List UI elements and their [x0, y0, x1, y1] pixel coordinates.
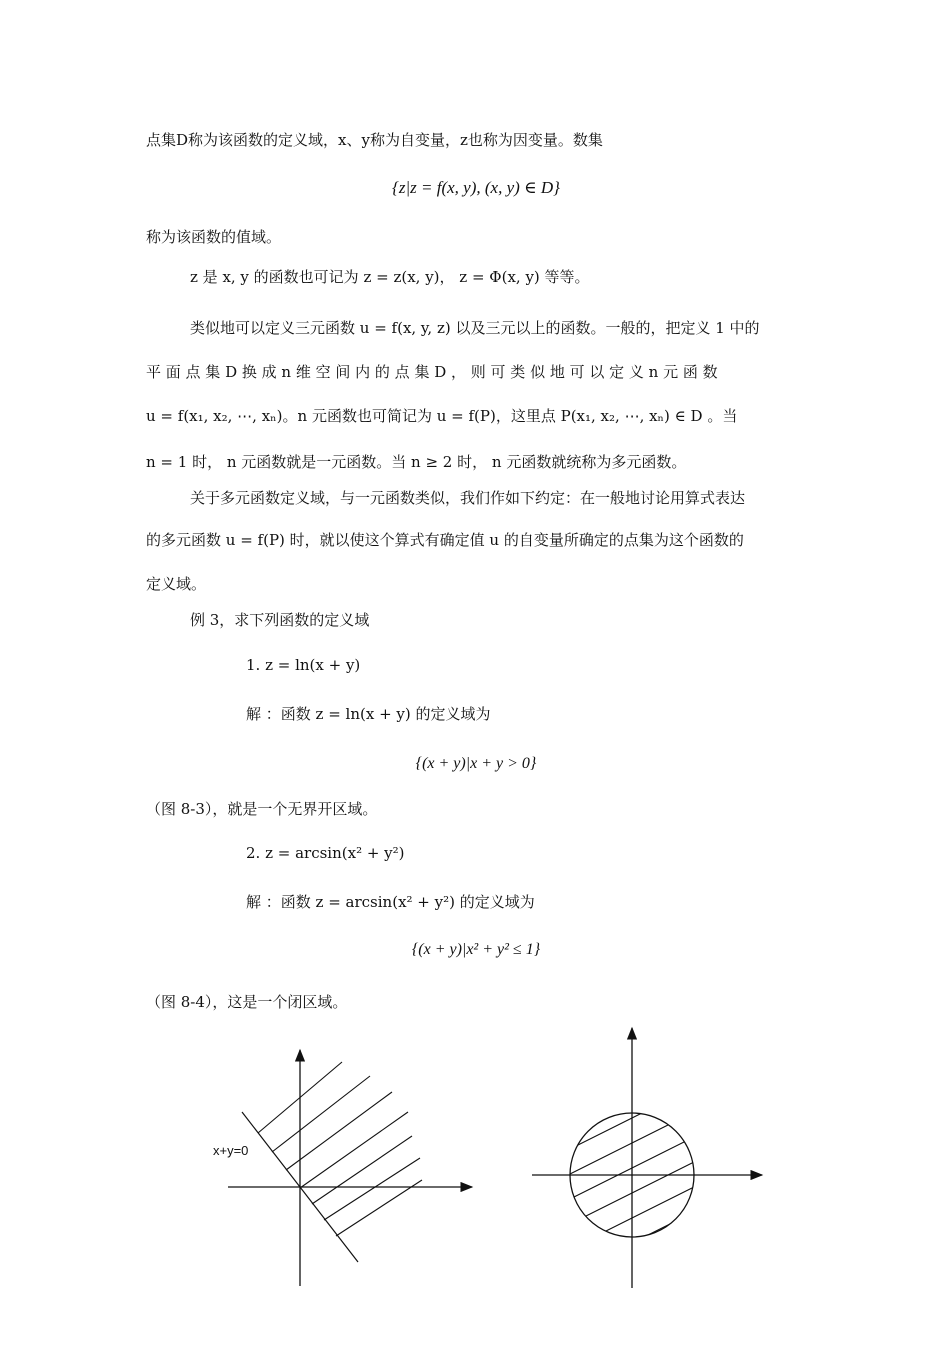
- paragraph-4c: u = f(x₁, x₂, ⋯, xₙ)。n 元函数也可简记为 u = f(P)，这里点 P(x₁, x₂, ⋯, xₙ) ∈ D 。当: [146, 407, 738, 425]
- hatching: [548, 1075, 718, 1285]
- example-item-1: 1. z = ln(x + y): [246, 656, 361, 674]
- note-2: （图 8-4），这是一个闭区域。: [146, 993, 348, 1011]
- paragraph-2: 称为该函数的值域。: [146, 228, 282, 246]
- paragraph-4d: n = 1 时， n 元函数就是一元函数。当 n ≥ 2 时， n 元函数就统称为多元函数。: [146, 453, 687, 471]
- figure-disk: [528, 1020, 768, 1295]
- hatching: [258, 1062, 422, 1236]
- example-heading: 例 3，求下列函数的定义域: [190, 611, 370, 629]
- paragraph-4a: 类似地可以定义三元函数 u = f(x, y, z) 以及三元以上的函数。一般的，把定义 1 中的: [190, 319, 760, 337]
- paragraph-5c: 定义域。: [146, 575, 207, 593]
- paragraph-4b: 平 面 点 集 D 换 成 n 维 空 间 内 的 点 集 D ， 则 可 类 似 地 可 以 定 义 n 元 函 数: [146, 363, 718, 381]
- solution-1: 解 ：函数 z = ln(x + y) 的定义域为: [246, 705, 491, 723]
- paragraph-1: 点集D称为该函数的定义域，x、y称为自变量，z也称为因变量。数集: [146, 131, 603, 149]
- boundary-label: x+y=0: [213, 1143, 249, 1158]
- paragraph-5a: 关于多元函数定义域，与一元函数类似，我们作如下约定：在一般地讨论用算式表达: [190, 489, 746, 507]
- example-item-2: 2. z = arcsin(x² + y²): [246, 844, 405, 862]
- domain-set-2: {(x + y)|x² + y² ≤ 1}: [411, 941, 541, 958]
- note-1: （图 8-3），就是一个无界开区域。: [146, 800, 378, 818]
- figure-half-plane: [200, 1040, 490, 1300]
- paragraph-5b: 的多元函数 u = f(P) 时，就以使这个算式有确定值 u 的自变量所确定的点集为这个函数的: [146, 531, 744, 549]
- solution-2: 解 ：函数 z = arcsin(x² + y²) 的定义域为: [246, 893, 535, 911]
- formula-value-set: {z|z = f(x, y), (x, y) ∈ D}: [392, 178, 560, 197]
- paragraph-3: z 是 x, y 的函数也可记为 z = z(x, y)， z = Φ(x, y) 等等。: [190, 268, 590, 286]
- domain-set-1: {(x + y)|x + y > 0}: [415, 755, 537, 772]
